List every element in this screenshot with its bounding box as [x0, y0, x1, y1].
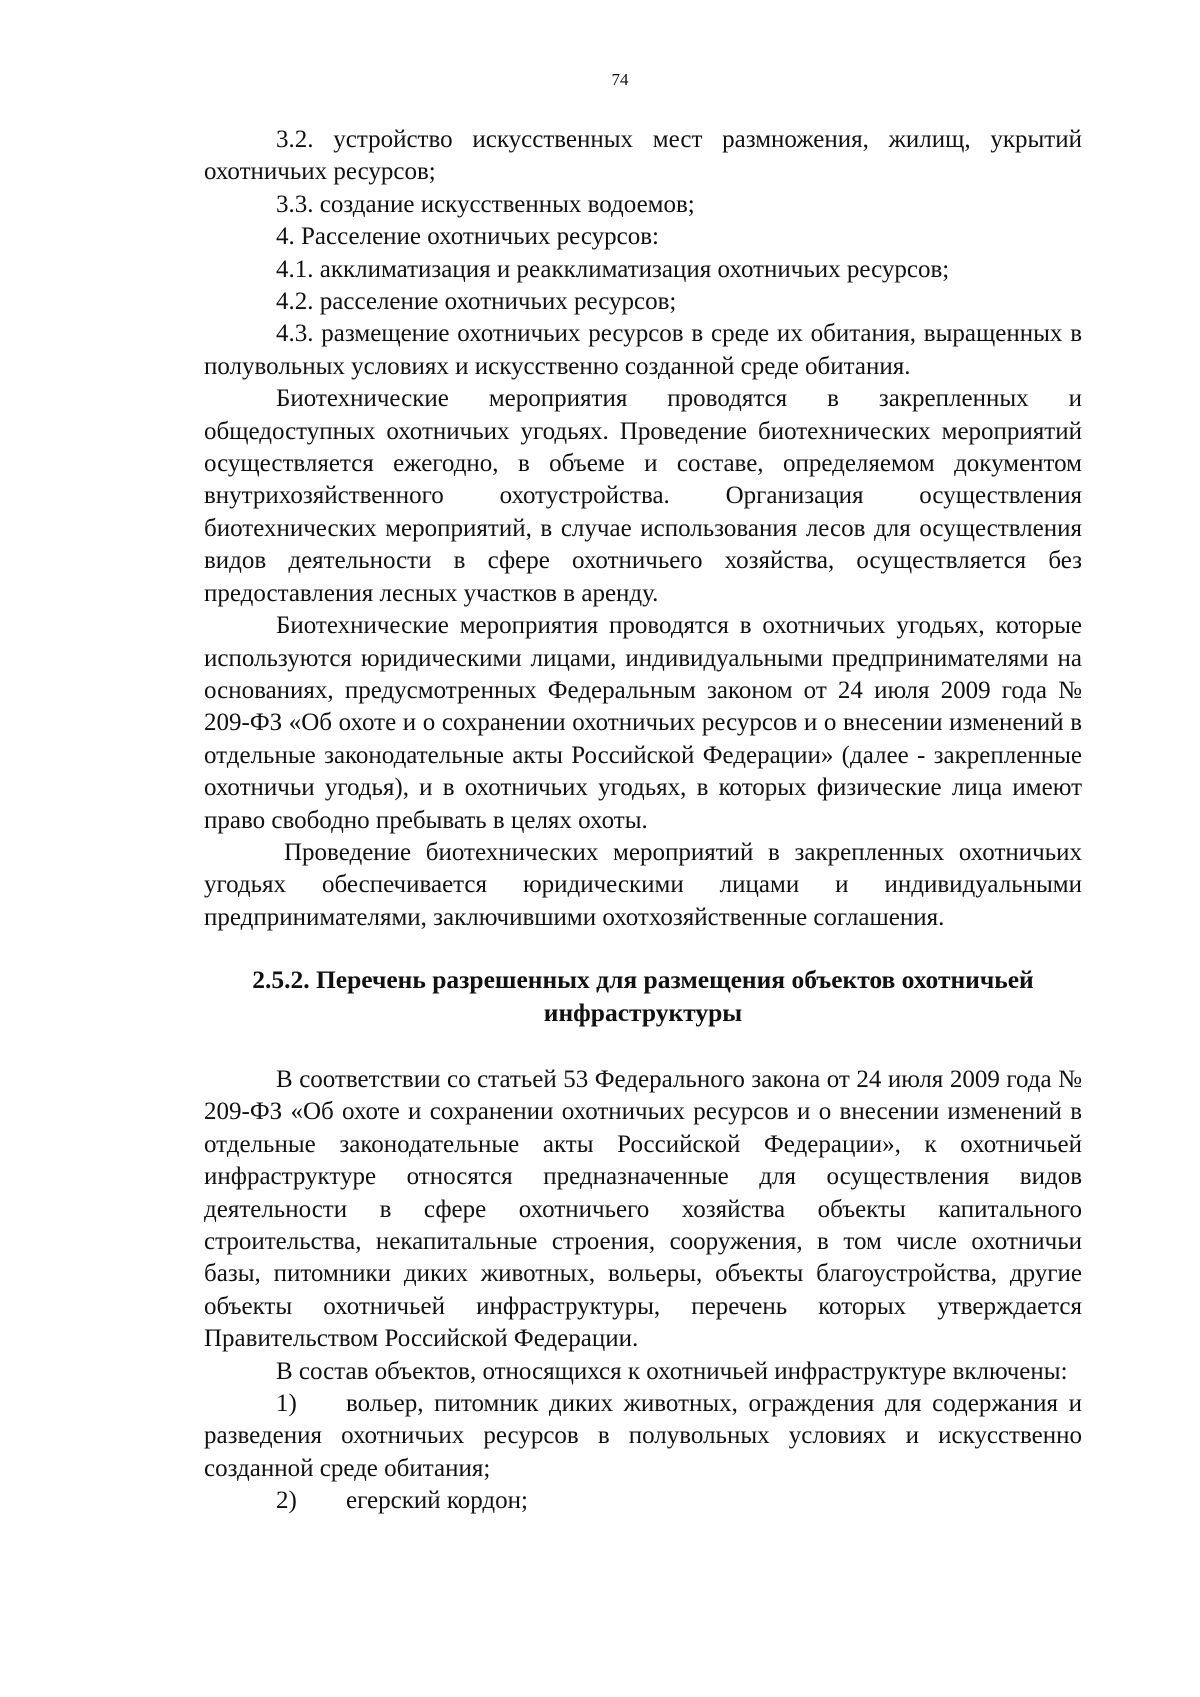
list-item	[204, 1388, 1082, 1485]
list-item-text: егерский кордон;	[346, 1487, 528, 1515]
paragraph-article-53: В соответствии со статьей 53 Федерального закона от 24 июля 2009 года № 209-ФЗ «Об охоте и сохранении охотничьих ресурсов и о внесении изменений в отдельные законодательные акты Российской Федерации», к охотничьей инфраструктуре относятся предназначенные для осуществления видов деятельности в сфере охотничьего хозяйства объекты капитального строительства, некапитальные строения, сооружения, в том числе охотничьи базы, питомники диких животных, вольеры, объекты благоустройства, другие объекты охотничьей инфраструктуры, перечень которых утверждается Правительством Российской Федерации.	[204, 1065, 1082, 1353]
paragraph-biotech-assigned: Биотехнические мероприятия проводятся в охотничьих угодьях, которые используются юридическими лицами, индивидуальными предпринимателями на основаниях, предусмотренных Федеральным законом от 24 июля 2009 года № 209-ФЗ «Об охоте и о сохранении охотничьих ресурсов и о внесении изменений в отдельные законодательные акты Российской Федерации» (далее - закрепленные охотничьи угодья), и в охотничьих угодьях, в которых физические лица имеют право свободно пребывать в целях охоты.	[204, 612, 1082, 834]
list-item-number: 2)	[276, 1487, 297, 1515]
document-body	[204, 124, 1082, 1518]
paragraph-item-4-3: 4.3. размещение охотничьих ресурсов в среде их обитания, выращенных в полувольных условиях и искусственно созданной среде обитания.	[204, 320, 1082, 380]
paragraph-item-4: 4. Расселение охотничьих ресурсов:	[276, 223, 659, 251]
list-item	[204, 1485, 1082, 1517]
page-number: 74	[611, 70, 629, 89]
paragraph-item-4-2: 4.2. расселение охотничьих ресурсов;	[276, 288, 677, 316]
list-item-number: 1)	[276, 1390, 297, 1418]
paragraph-item-3-2: 3.2. устройство искусственных мест размножения, жилищ, укрытий охотничьих ресурсов;	[204, 126, 1082, 186]
paragraph-biotech-general: Биотехнические мероприятия проводятся в закрепленных и общедоступных охотничьих угодьях. Проведение биотехнических мероприятий осуществляется ежегодно, в объеме и составе, определяемом документом внутрихозяйственного охотустройства. Организация осуществления биотехнических мероприятий, в случае использования лесов для осуществления видов деятельности в сфере охотничьего хозяйства, осуществляется без предоставления лесных участков в аренду.	[204, 385, 1082, 607]
list-item-text: вольер, питомник диких животных, ограждения для содержания и разведения охотничьих ресурсов в полувольных условиях и искусственно созданной среде обитания;	[204, 1390, 1082, 1482]
paragraph-composition: В состав объектов, относящихся к охотничьей инфраструктуре включены:	[276, 1357, 1068, 1385]
section-heading: 2.5.2. Перечень разрешенных для размещения объектов охотничьей инфраструктуры	[252, 965, 1034, 1027]
paragraph-item-3-3: 3.3. создание искусственных водоемов;	[276, 190, 695, 218]
paragraph-biotech-provision: Проведение биотехнических мероприятий в закрепленных охотничьих угодьях обеспечивается юридическими лицами и индивидуальными предпринимателями, заключившими охотхозяйственные соглашения.	[204, 838, 1082, 931]
paragraph-item-4-1: 4.1. акклиматизация и реакклиматизация охотничьих ресурсов;	[276, 255, 950, 283]
